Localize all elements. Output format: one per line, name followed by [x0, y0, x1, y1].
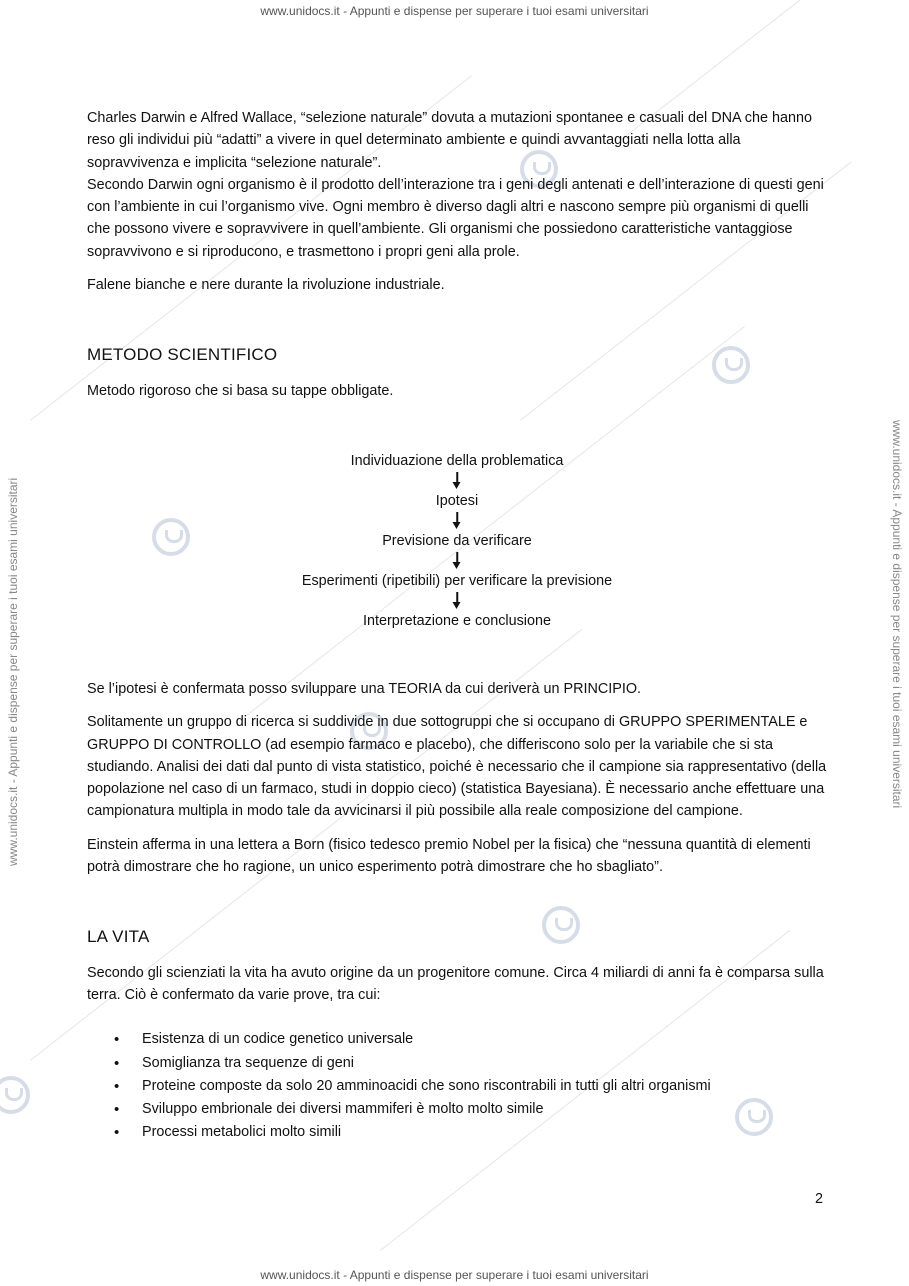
right-side-watermark-text: www.unidocs.it - Appunti e dispense per superare i tuoi esami universitari [890, 420, 904, 809]
down-arrow-icon [87, 590, 827, 612]
section-heading-metodo: METODO SCIENTIFICO [87, 345, 278, 365]
metodo-paragraph: Solitamente un gruppo di ricerca si suddivide in due sottogruppi che si occupano di GRUPPO SPERIMENTALE e GRUPPO DI CONTROLLO (ad esempio farmaco e placebo), che differiscono solo per la variabile che si sta studiando. Analisi dei dati dal punto di vista statistico, poiché è necessario che il campione sia rappresentativo (della popolazione nel caso di un farmaco, studi in doppio cieco) (statistica Bayesiana). È necessario anche effettuare una campionatura multipla in modo tale da avvicinarsi il più possibile alla reale composizione del campione. [87, 714, 827, 820]
list-item: • Proteine composte da solo 20 amminoacidi che sono riscontrabili in tutti gli altri organismi [87, 1075, 827, 1098]
header-watermark-text: www.unidocs.it - Appunti e dispense per superare i tuoi esami universitari [260, 4, 649, 18]
method-flowchart [87, 452, 827, 630]
down-arrow-icon [87, 510, 827, 532]
left-side-watermark-text: www.unidocs.it - Appunti e dispense per superare i tuoi esami universitari [6, 477, 20, 866]
metodo-paragraph: Einstein afferma in una lettera a Born (fisico tedesco premio Nobel per la fisica) che “nessuna quantità di elementi potrà dimostrare che ho ragione, un unico esperimento potrà dimostrare che ho sbagliato”. [87, 836, 811, 876]
unidocs-logo-watermark [0, 1076, 30, 1114]
list-item: • Processi metabolici molto simili [87, 1121, 827, 1144]
intro-paragraph: Falene bianche e nere durante la rivoluzione industriale. [87, 277, 445, 294]
list-item: • Somiglianza tra sequenze di geni [87, 1052, 827, 1075]
list-item: • Sviluppo embrionale dei diversi mammiferi è molto molto simile [87, 1098, 827, 1121]
flow-step: Ipotesi [435, 492, 479, 509]
page-number: 2 [815, 1191, 824, 1207]
document-body [87, 107, 827, 1145]
down-arrow-icon [87, 470, 827, 492]
metodo-paragraph: Se l’ipotesi è confermata posso sviluppare una TEORIA da cui deriverà un PRINCIPIO. [87, 680, 642, 697]
evidence-list [87, 1028, 827, 1144]
down-arrow-icon [87, 550, 827, 572]
intro-paragraph: Secondo Darwin ogni organismo è il prodotto dell’interazione tra i geni degli antenati e dell’interazione di questi geni con l’ambiente in cui l’organismo vive. Ogni membro è diverso dagli altri e nascono sempre più organismi di quelli che possono vivere e sopravvivere in quell’ambiente. Gli organismi che possiedono caratteristiche vantaggiose sopravvivono e si riproducono, e trasmettono i propri geni alla prole. [87, 176, 824, 260]
list-item: • Esistenza di un codice genetico universale [87, 1028, 827, 1051]
flow-step: Individuazione della problematica [350, 452, 564, 469]
flow-step: Interpretazione e conclusione [363, 612, 551, 629]
flow-step: Previsione da verificare [382, 532, 532, 549]
flow-step: Esperimenti (ripetibili) per verificare la previsione [301, 572, 613, 589]
section-heading-vita: LA VITA [87, 927, 150, 947]
intro-paragraph: Charles Darwin e Alfred Wallace, “selezione naturale” dovuta a mutazioni spontanee e casuali del DNA che hanno reso gli individui più “adatti” a vivere in quel determinato ambiente e quindi avvantaggiati nella lotta alla sopravvivenza e implicita “selezione naturale”. [87, 110, 813, 171]
metodo-intro: Metodo rigoroso che si basa su tappe obbligate. [87, 382, 394, 399]
footer-watermark-text: www.unidocs.it - Appunti e dispense per superare i tuoi esami universitari [260, 1268, 649, 1282]
vita-intro: Secondo gli scienziati la vita ha avuto origine da un progenitore comune. Circa 4 miliardi di anni fa è comparsa sulla terra. Ciò è confermato da varie prove, tra cui: [87, 964, 824, 1003]
